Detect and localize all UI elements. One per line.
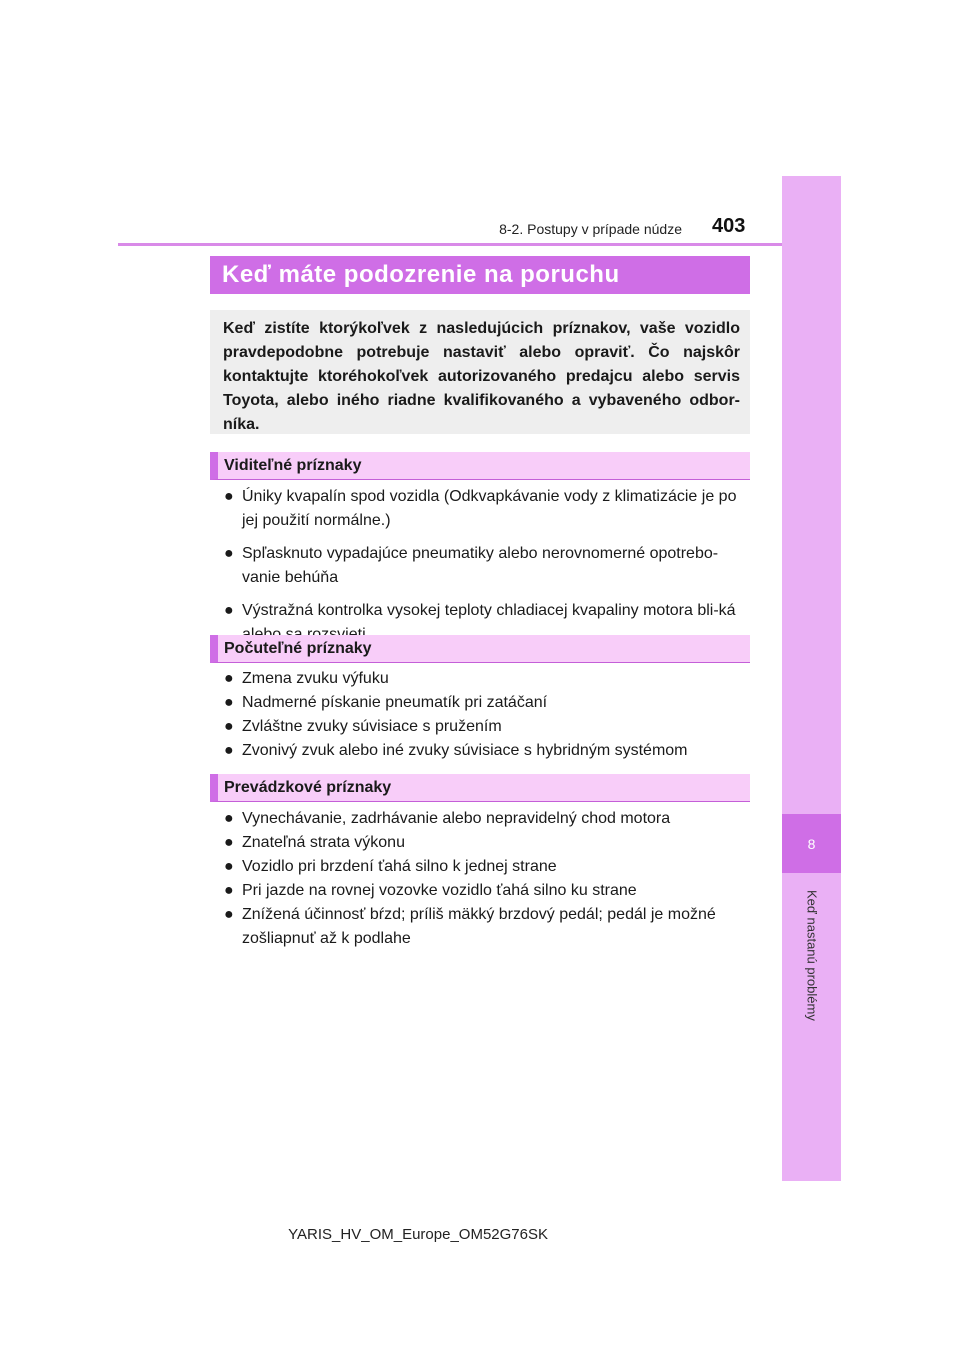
list-item	[224, 715, 750, 739]
list-item-text: Vozidlo pri brzdení ťahá silno k jednej strane	[242, 858, 557, 875]
bullet-icon: ●	[224, 718, 234, 735]
chapter-label: Keď nastanú problémy	[804, 889, 820, 1021]
chapter-side-band	[782, 176, 841, 1181]
list-item	[224, 542, 750, 590]
list-item-text: Úniky kvapalín spod vozidla (Odkvapkávanie vody z klimatizácie je po jej použití normálne.)	[242, 488, 737, 529]
list-item-text: Zvláštne zvuky súvisiace s pružením	[242, 718, 502, 735]
list-item-text: Nadmerné pískanie pneumatík pri zatáčaní	[242, 694, 548, 711]
audible-symptoms-list	[224, 667, 750, 763]
list-item	[224, 485, 750, 533]
subheading-audible-symptoms: Počuteľné príznaky	[210, 635, 750, 663]
bullet-icon: ●	[224, 488, 234, 505]
bullet-icon: ●	[224, 742, 234, 759]
intro-text: Keď zistíte ktorýkoľvek z nasledujúcich príznakov, vaše vozidlo pravdepodobne potrebuje nastaviť alebo opraviť. Čo najskôr kontaktujte ktoréhokoľvek autorizovaného predajcu alebo servis Toyota, alebo iného riadne kvalifikovaného a vybaveného odbor-níka.	[223, 320, 740, 433]
bullet-icon: ●	[224, 882, 234, 899]
page-title: Keď máte podozrenie na poruchu	[210, 256, 750, 294]
list-item	[224, 807, 750, 831]
bullet-icon: ●	[224, 694, 234, 711]
list-item-text: Výstražná kontrolka vysokej teploty chladiacej kvapaliny motora bli-ká	[242, 602, 736, 619]
section-title: 8-2. Postupy v prípade núdze	[499, 221, 682, 237]
list-item	[224, 831, 750, 855]
list-item-text: Znížená účinnosť bŕzd; príliš mäkký brzdový pedál; pedál je možné zošliapnuť až k podlahe	[242, 906, 716, 947]
operational-symptoms-list	[224, 807, 750, 951]
list-item	[224, 691, 750, 715]
header-divider	[118, 243, 782, 246]
bullet-icon: ●	[224, 602, 234, 619]
list-item	[224, 879, 750, 903]
list-item-text: Znateľná strata výkonu	[242, 834, 405, 851]
list-item	[224, 739, 750, 763]
subheading-visible-symptoms: Viditeľné príznaky	[210, 452, 750, 480]
list-item	[224, 855, 750, 879]
list-item	[224, 903, 750, 951]
list-item-text: Zmena zvuku výfuku	[242, 670, 389, 687]
bullet-icon: ●	[224, 906, 234, 923]
visible-symptoms-list	[224, 485, 750, 647]
bullet-icon: ●	[224, 834, 234, 851]
list-item-text: Zvonivý zvuk alebo iné zvuky súvisiace s hybridným systémom	[242, 742, 688, 759]
subheading-operational-symptoms: Prevádzkové príznaky	[210, 774, 750, 802]
list-item	[224, 667, 750, 691]
list-item-text: Vynechávanie, zadrhávanie alebo nepravidelný chod motora	[242, 810, 671, 827]
chapter-number-tab: 8	[782, 814, 841, 873]
bullet-icon: ●	[224, 858, 234, 875]
intro-box	[210, 310, 750, 434]
page-number: 403	[712, 215, 746, 237]
bullet-icon: ●	[224, 810, 234, 827]
list-item-text: Spľasknuto vypadajúce pneumatiky alebo nerovnomerné opotrebo-vanie behúňa	[242, 545, 719, 586]
bullet-icon: ●	[224, 545, 234, 562]
list-item-text: Pri jazde na rovnej vozovke vozidlo ťahá silno ku strane	[242, 882, 637, 899]
document-code-footer: YARIS_HV_OM_Europe_OM52G76SK	[288, 1226, 548, 1243]
bullet-icon: ●	[224, 670, 234, 687]
